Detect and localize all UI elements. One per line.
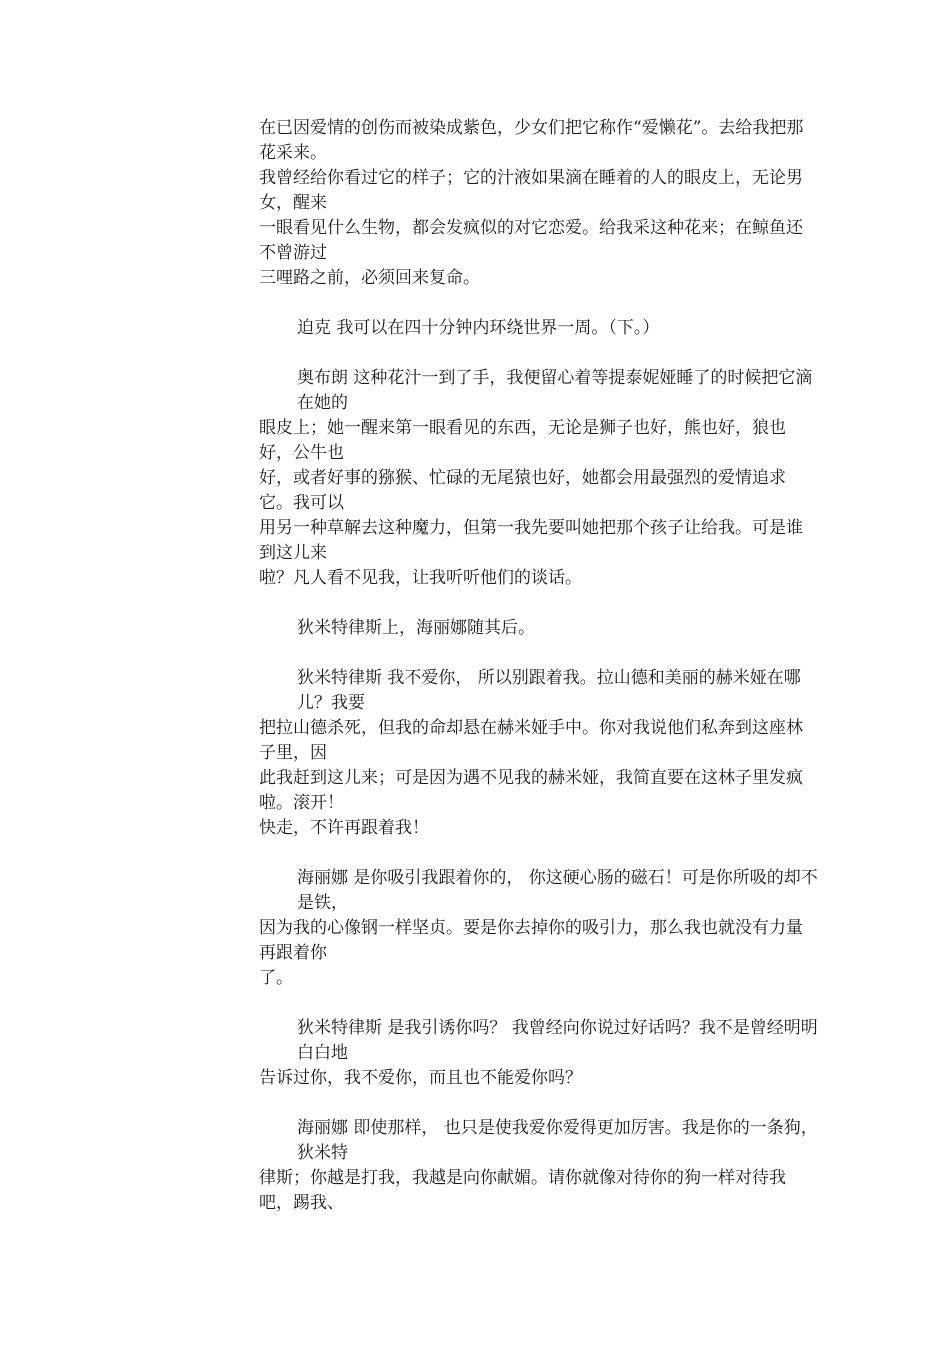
paragraph-demetrius-2 xyxy=(259,1016,819,1091)
text-line: 好，或者好事的猕猴、忙碌的无尾猿也好，她都会用最强烈的爱情追求它。我可以 xyxy=(259,468,786,513)
text-line: 海丽娜 即使那样， 也只是使我爱你爱得更加厉害。我是你的一条狗，狄米特 xyxy=(297,1118,818,1163)
text-line: 海丽娜 是你吸引我跟着你的， 你这硬心肠的磁石！可是你所吸的却不是铁， xyxy=(297,868,818,913)
text-line: 一眼看见什么生物，都会发疯似的对它恋爱。给我采这种花来；在鲸鱼还不曾游过 xyxy=(259,218,803,263)
paragraph-gap xyxy=(259,341,819,366)
paragraph-helena-2 xyxy=(259,1116,819,1216)
document-body xyxy=(259,116,819,1216)
paragraph-gap xyxy=(259,1091,819,1116)
paragraph-demetrius-1 xyxy=(259,666,819,841)
text-line: 啦？凡人看不见我，让我听听他们的谈话。 xyxy=(259,568,582,588)
text-line: 快走，不许再跟着我！ xyxy=(259,818,429,838)
text-line: 因为我的心像钢一样坚贞。要是你去掉你的吸引力，那么我也就没有力量再跟着你 xyxy=(259,918,803,963)
text-line: 狄米特律斯 是我引诱你吗？ 我曾经向你说过好话吗？我不是曾经明明白白地 xyxy=(297,1018,818,1063)
text-line: 迫克 我可以在四十分钟内环绕世界一周。（下。） xyxy=(297,318,660,338)
paragraph-gap xyxy=(259,291,819,316)
text-line: 奥布朗 这种花汁一到了手，我便留心着等提泰妮娅睡了的时候把它滴在她的 xyxy=(297,368,813,413)
paragraph-gap xyxy=(259,991,819,1016)
text-line: 我曾经给你看过它的样子；它的汁液如果滴在睡着的人的眼皮上，无论男女，醒来 xyxy=(259,168,803,213)
paragraph-oberon-instruction xyxy=(259,116,819,291)
paragraph-helena-1 xyxy=(259,866,819,991)
text-line: 此我赶到这儿来；可是因为遇不见我的赫米娅，我简直要在这林子里发疯啦。滚开！ xyxy=(259,768,803,813)
paragraph-gap xyxy=(259,841,819,866)
paragraph-gap xyxy=(259,591,819,616)
paragraph-gap xyxy=(259,641,819,666)
text-line: 告诉过你，我不爱你，而且也不能爱你吗？ xyxy=(259,1068,582,1088)
text-line: 在已因爱情的创伤而被染成紫色，少女们把它称作“爱懒花”。去给我把那花采来。 xyxy=(259,118,804,163)
text-line: 把拉山德杀死，但我的命却悬在赫米娅手中。你对我说他们私奔到这座林子里，因 xyxy=(259,718,803,763)
text-line: 眼皮上；她一醒来第一眼看见的东西，无论是狮子也好，熊也好，狼也好，公牛也 xyxy=(259,418,786,463)
text-line: 三哩路之前，必须回来复命。 xyxy=(259,268,480,288)
paragraph-oberon xyxy=(259,366,819,591)
text-line: 狄米特律斯上，海丽娜随其后。 xyxy=(297,618,535,638)
paragraph-puck xyxy=(259,316,819,341)
text-line: 了。 xyxy=(259,968,293,988)
text-line: 用另一种草解去这种魔力，但第一我先要叫她把那个孩子让给我。可是谁到这儿来 xyxy=(259,518,803,563)
text-line: 律斯；你越是打我，我越是向你献媚。请你就像对待你的狗一样对待我吧，踢我、 xyxy=(259,1168,786,1213)
paragraph-stage-direction xyxy=(259,616,819,641)
text-line: 狄米特律斯 我不爱你， 所以别跟着我。拉山德和美丽的赫米娅在哪儿？我要 xyxy=(297,668,801,713)
